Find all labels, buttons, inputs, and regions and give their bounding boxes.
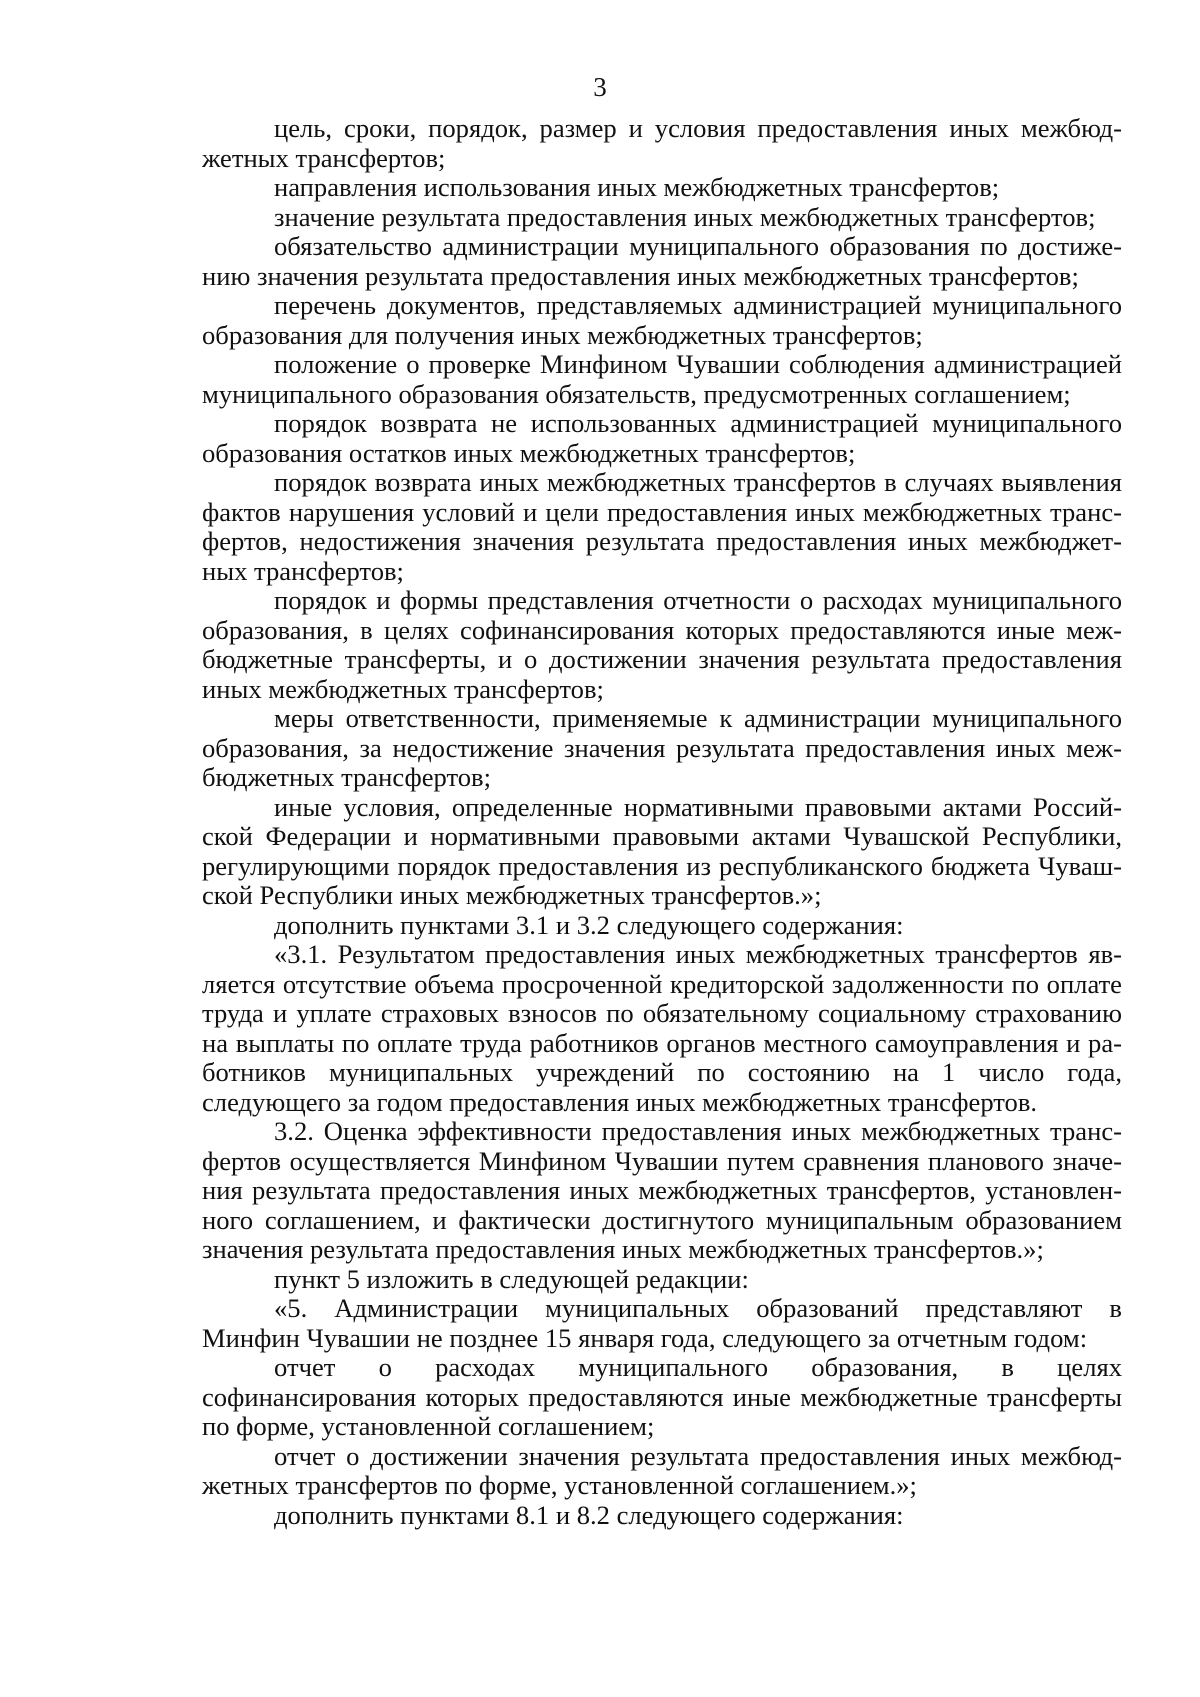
paragraph: отчет о достижении значения результата предоставления иных межбюджетных трансфертов по форме, установленной соглашением.»; (202, 1440, 1122, 1500)
paragraph: обязательство администрации муниципального образования по достижению значения результата предоставления иных межбюджетных трансфертов; (202, 231, 1122, 291)
paragraph: перечень документов, представляемых администрацией муниципального образования для получения иных межбюджетных трансфертов; (202, 290, 1122, 350)
paragraph: иные условия, определенные нормативными правовыми актами Российской Федерации и нормативными правовыми актами Чувашской Республики, регулирующими порядок предоставления из республиканского бюджета Чувашской Республики иных межбюджетных трансфертов.»; (202, 791, 1122, 910)
document-body (202, 114, 1122, 1530)
paragraph: дополнить пунктами 8.1 и 8.2 следующего содержания: (274, 1499, 904, 1530)
paragraph: меры ответственности, применяемые к администрации муниципального образования, за недостижение значения результата предоставления иных межбюджетных трансфертов; (202, 703, 1122, 792)
paragraph: положение о проверке Минфином Чувашии соблюдения администрацией муниципального образования обязательств, предусмотренных соглашением; (202, 349, 1122, 409)
paragraph: цель, сроки, порядок, размер и условия предоставления иных межбюджетных трансфертов; (202, 113, 1122, 173)
paragraph: дополнить пунктами 3.1 и 3.2 следующего содержания: (274, 909, 904, 940)
page-number: 3 (593, 72, 607, 102)
paragraph: 3.2. Оценка эффективности предоставления иных межбюджетных трансфертов осуществляется Минфином Чувашии путем сравнения планового значения результата предоставления иных межбюджетных трансфертов, установленного соглашением, и фактически достигнутого муниципальным образованием значения результата предоставления иных межбюджетных трансфертов.»; (202, 1116, 1122, 1264)
paragraph: значение результата предоставления иных межбюджетных трансфертов; (274, 201, 1096, 232)
paragraph: порядок возврата иных межбюджетных трансфертов в случаях выявления фактов нарушения условий и цели предоставления иных межбюджетных трансфертов, недостижения значения результата предоставления иных межбюджетных трансфертов; (202, 467, 1122, 586)
paragraph: отчет о расходах муниципального образования, в целях софинансирования которых предоставляются иные межбюджетные трансферты по форме, установленной соглашением; (202, 1352, 1122, 1441)
paragraph: пункт 5 изложить в следующей редакции: (274, 1263, 749, 1294)
paragraph: «5. Администрации муниципальных образований представляют в Минфин Чувашии не позднее 15 января года, следующего за отчетным годом: (202, 1293, 1122, 1353)
paragraph: порядок возврата не использованных администрацией муниципального образования остатков иных межбюджетных трансфертов; (202, 408, 1122, 468)
paragraph: направления использования иных межбюджетных трансфертов; (274, 172, 1000, 202)
paragraph: «3.1. Результатом предоставления иных межбюджетных трансфертов является отсутствие объема просроченной кредиторской задолженности по оплате труда и уплате страховых взносов по обязательному социальному страхованию на выплаты по оплате труда работников органов местного самоуправления и работников муниципальных учреждений по состоянию на 1 число года, следующего за годом предоставления иных межбюджетных трансфертов. (202, 939, 1122, 1117)
paragraph: порядок и формы представления отчетности о расходах муниципального образования, в целях софинансирования которых предоставляются иные межбюджетные трансферты, и о достижении значения результата предоставления иных межбюджетных трансфертов; (202, 585, 1122, 704)
